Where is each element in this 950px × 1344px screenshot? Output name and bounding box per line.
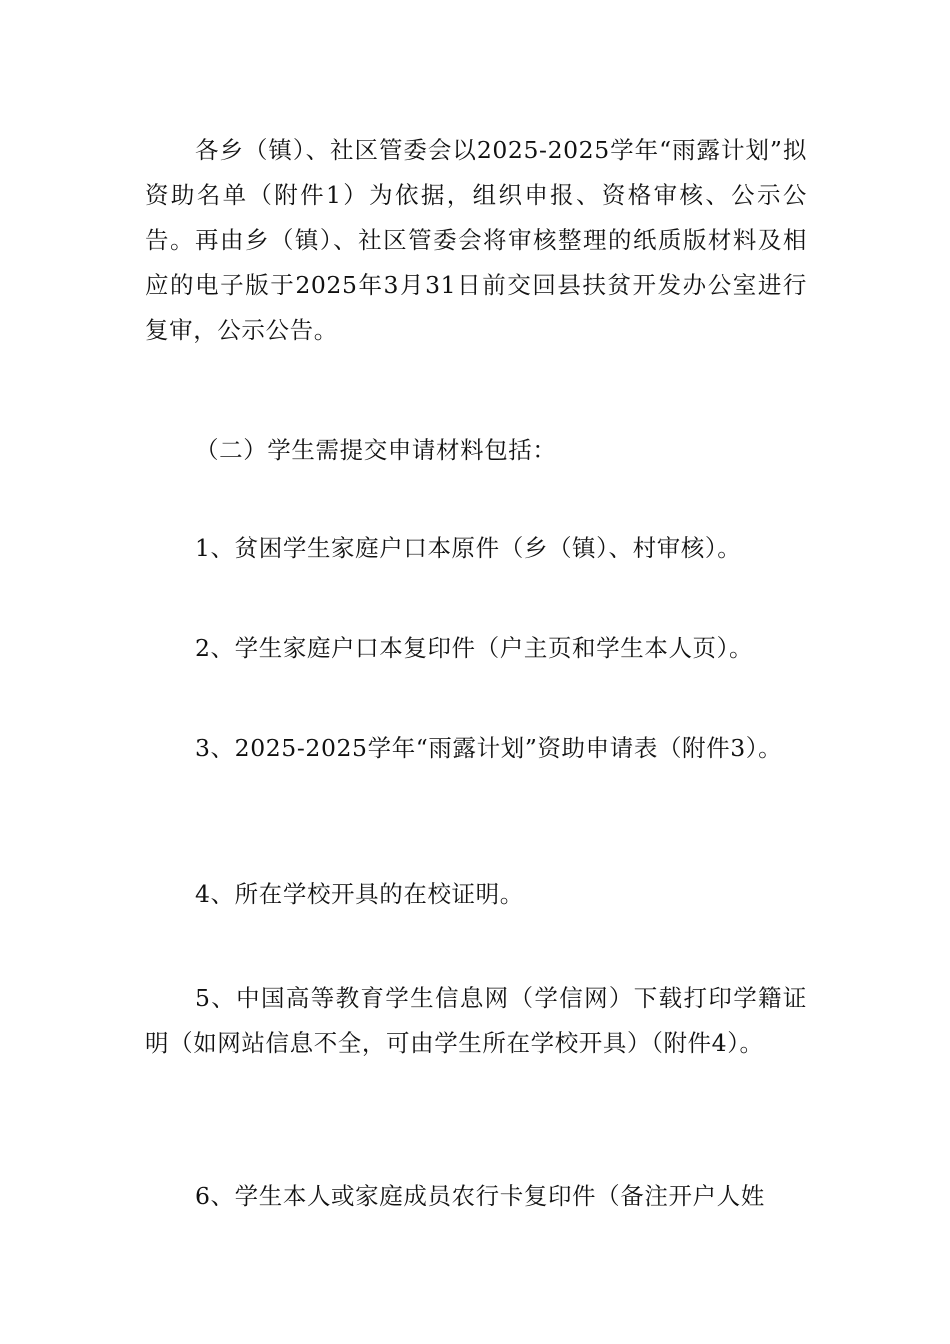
section-heading-materials: （二）学生需提交申请材料包括： (195, 436, 557, 464)
list-item-application-form: 3、2025-2025学年“雨露计划”资助申请表（附件3）。 (195, 734, 783, 762)
paragraph-application-process: 各乡（镇）、社区管委会以2025-2025学年“雨露计划”拟资助名单（附件1）为依据，组织申报、资格审核、公示公告。再由乡（镇）、社区管委会将审核整理的纸质版材料及相应的电子版于2025年3月31日前交回县扶贫开发办公室进行复审，公示公告。 (145, 136, 807, 344)
list-item-household-register-original: 1、贫困学生家庭户口本原件（乡（镇）、村审核）。 (195, 534, 742, 562)
list-item-student-status-proof: 5、中国高等教育学生信息网（学信网）下载打印学籍证明（如网站信息不全，可由学生所在学校开具）（附件4）。 (145, 984, 807, 1057)
list-item-enrollment-certificate: 4、所在学校开具的在校证明。 (195, 880, 524, 908)
list-item-household-register-copy: 2、学生家庭户口本复印件（户主页和学生本人页）。 (195, 634, 754, 662)
list-item-bank-card-copy: 6、学生本人或家庭成员农行卡复印件（备注开户人姓 (195, 1182, 765, 1210)
